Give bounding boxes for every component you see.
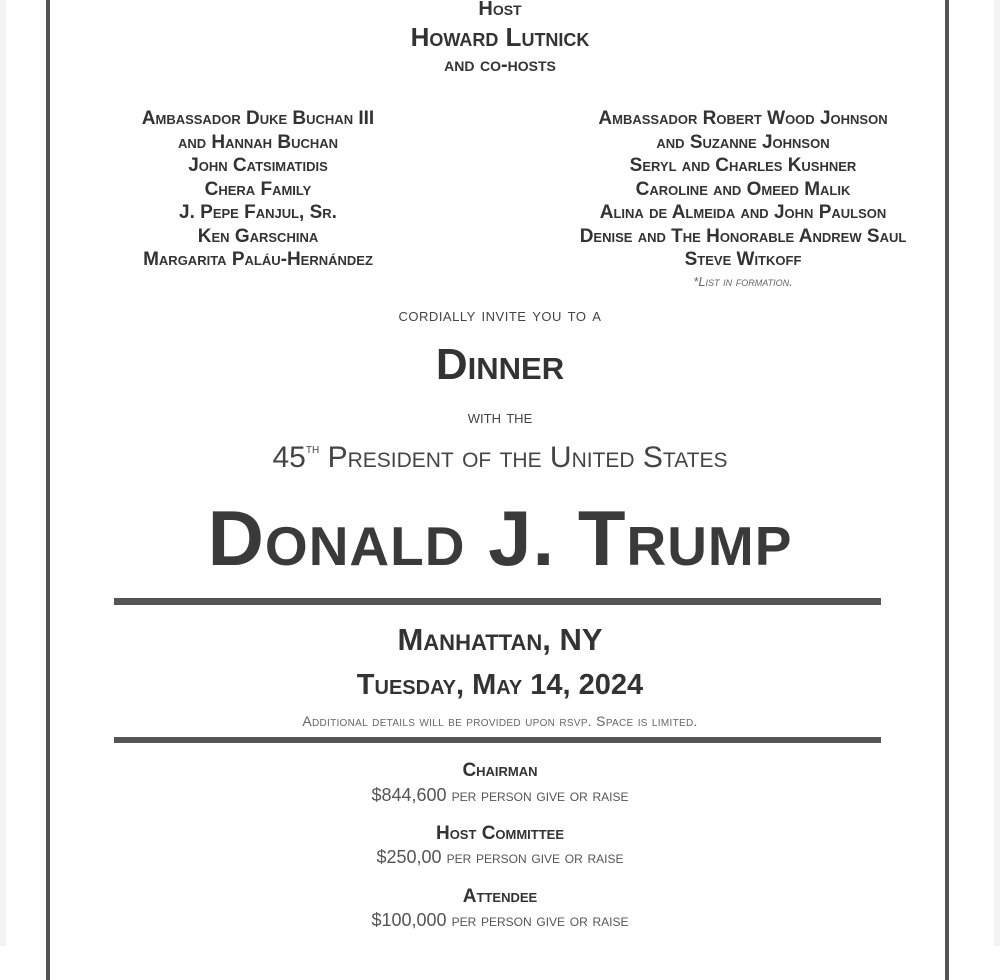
president-title: President of the United States xyxy=(327,441,728,474)
tier-title-attendee: Attendee xyxy=(462,886,538,907)
cohost-name: Steve Witkoff xyxy=(684,249,802,270)
cohost-name: Seryl and Charles Kushner xyxy=(629,155,857,176)
tier-amount: $100,000 xyxy=(371,910,447,930)
tier-amount: $844,600 xyxy=(371,785,447,805)
divider-rule xyxy=(114,737,881,743)
cohosts-left-column xyxy=(100,107,416,272)
tier-terms: per person give or raise xyxy=(446,848,624,867)
cohost-name: John Catsimatidis xyxy=(188,155,328,176)
cohost-name: Ken Garschina xyxy=(197,225,319,247)
cohost-name: Ambassador Duke Buchan III xyxy=(141,108,375,129)
cohosts-right-column xyxy=(548,107,938,292)
tier-terms: per person give or raise xyxy=(451,911,629,930)
tier-title-chairman: Chairman xyxy=(462,760,538,781)
president-number: 45 xyxy=(272,441,306,474)
divider-rule xyxy=(114,598,881,605)
cohosts-label: and co-hosts xyxy=(444,54,556,76)
cohost-name: Caroline and Omeed Malik xyxy=(635,178,851,200)
host-label: Host xyxy=(478,0,522,20)
cohost-name: and Hannah Buchan xyxy=(177,131,339,153)
list-in-formation-note: *List in formation. xyxy=(693,273,793,289)
tier-price-host-committee xyxy=(0,847,1000,868)
president-ordinal-suffix: th xyxy=(305,440,320,456)
rsvp-note: Additional details will be provided upon rsvp. Space is limited. xyxy=(302,713,698,729)
event-title: Dinner xyxy=(435,340,565,389)
president-title-line xyxy=(0,440,1000,475)
tier-title-host-committee: Host Committee xyxy=(435,823,565,844)
cohost-name: Margarita Paláu-Hernández xyxy=(143,249,373,270)
cohost-name: Ambassador Robert Wood Johnson xyxy=(598,108,888,129)
event-location: Manhattan, NY xyxy=(397,622,603,657)
invite-line: cordially invite you to a xyxy=(398,305,602,326)
cohost-name: J. Pepe Fanjul, Sr. xyxy=(179,202,337,223)
with-the-line: with the xyxy=(467,407,533,428)
honoree-name: Donald J. Trump xyxy=(207,494,793,582)
cohost-name: and Suzanne Johnson xyxy=(656,131,830,153)
cohost-name: Chera Family xyxy=(204,178,312,200)
tier-price-chairman xyxy=(0,785,1000,806)
cohost-name: Denise and The Honorable Andrew Saul xyxy=(579,225,907,247)
cohost-name: Alina de Almeida and John Paulson xyxy=(599,202,887,223)
host-name: Howard Lutnick xyxy=(410,22,590,52)
tier-price-attendee xyxy=(0,910,1000,931)
event-date: Tuesday, May 14, 2024 xyxy=(356,669,644,701)
tier-terms: per person give or raise xyxy=(451,786,629,805)
tier-amount: $250,00 xyxy=(376,847,442,867)
